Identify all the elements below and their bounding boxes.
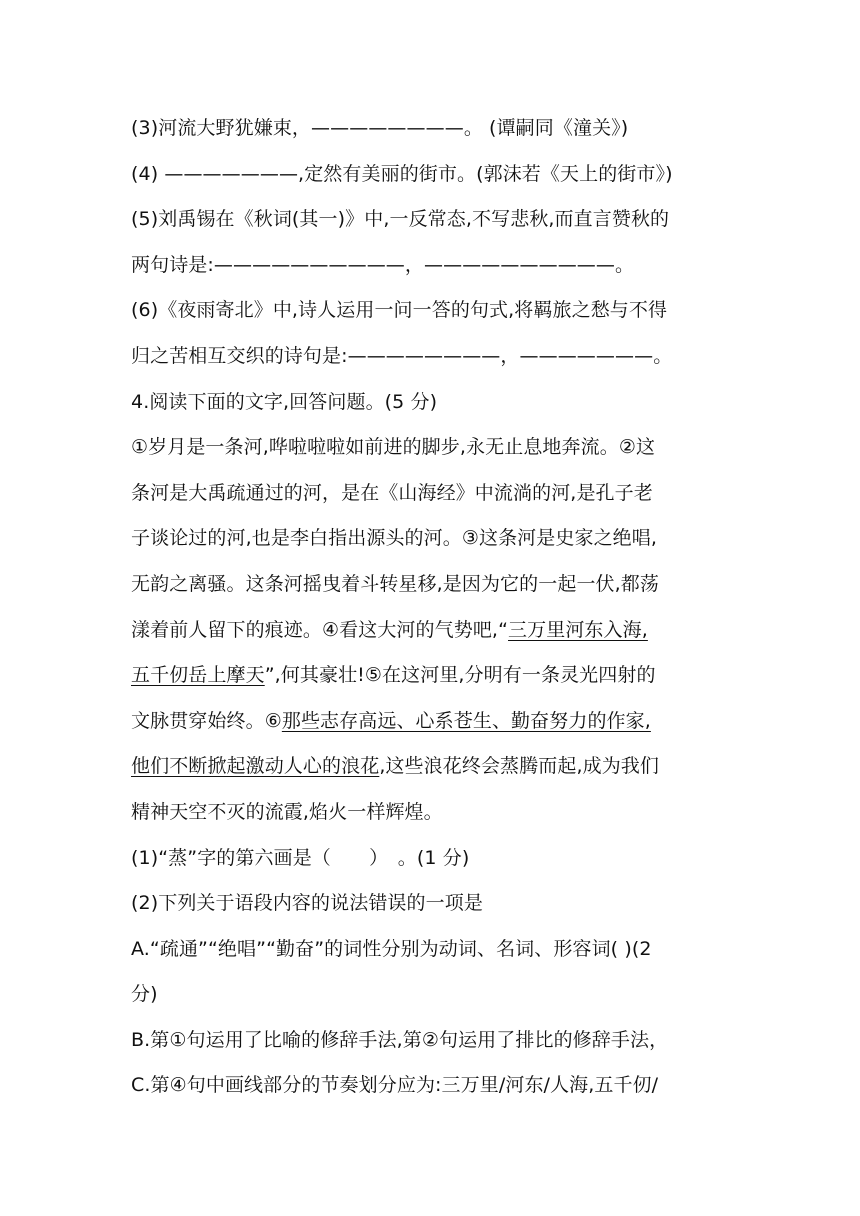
line-q5-b: 两句诗是:——————————，——————————。 [131,253,635,276]
passage-line-8 [131,744,731,790]
passage-line-2: 条河是大禹疏通过的河，是在《山海经》中流淌的河,是孔子老 [131,481,653,504]
line-q6-a: (6)《夜雨寄北》中,诗人运用一问一答的句式,将羁旅之愁与不得 [131,299,668,322]
question-2: (2)下列关于语段内容的说法错误的一项是 [131,892,483,915]
option-a-line-2: 分) [131,983,158,1006]
passage-line-5 [131,608,731,654]
line-q4: (4) ———————,定然有美丽的街市。(郭沫若《天上的街市》) [131,162,673,185]
question-1: (1)“蒸”字的第六画是（ ） 。(1 分) [131,846,470,869]
underlined-phrase: 五千仞岳上摩天 [131,664,265,687]
underlined-phrase: 那些志存高远、心系苍生、勤奋努力的作家, [281,709,651,732]
passage-line-9: 精神天空不灭的流霞,焰火一样辉煌。 [131,800,443,823]
option-a-line-1: A.“疏通”“绝唱”“勤奋”的词性分别为动词、名词、形容词( )(2 [131,937,652,960]
passage-line-7 [131,699,731,745]
document-page [131,106,731,1109]
section-4-heading: 4.阅读下面的文字,回答问题。(5 分) [131,390,438,413]
passage-text: 文脉贯穿始终。⑥ [131,709,282,732]
passage-line-6 [131,653,731,699]
passage-text: 漾着前人留下的痕迹。④看这大河的气势吧,“ [131,618,509,641]
underlined-phrase: 三万里河东入海, [508,618,648,641]
underlined-phrase: 他们不断掀起激动人心的浪花 [131,755,380,778]
passage-line-3: 子谈论过的河,也是李白指出源头的河。③这条河是史家之绝唱, [131,527,658,550]
passage-line-1: ①岁月是一条河,哗啦啦啦如前进的脚步,永无止息地奔流。②这 [131,436,656,459]
line-q6-b: 归之苦相互交织的诗句是:————————，———————。 [131,344,673,367]
line-q3: (3)河流大野犹嫌束，————————。 (谭嗣同《潼关》) [131,117,629,139]
line-q5-a: (5)刘禹锡在《秋词(其一)》中,一反常态,不写悲秋,而直言赞秋的 [131,208,670,231]
option-b: B.第①句运用了比喻的修辞手法,第②句运用了排比的修辞手法， [131,1028,669,1051]
passage-text: ”,何其豪壮!⑤在这河里,分明有一条灵光四射的 [264,664,656,687]
option-c: C.第④句中画线部分的节奏划分应为:三万里/河东/人海,五千仞/ [131,1074,659,1097]
passage-text: ,这些浪花终会蒸腾而起,成为我们 [379,755,659,778]
passage-line-4: 无韵之离骚。这条河摇曳着斗转星移,是因为它的一起一伏,都荡 [131,572,659,595]
